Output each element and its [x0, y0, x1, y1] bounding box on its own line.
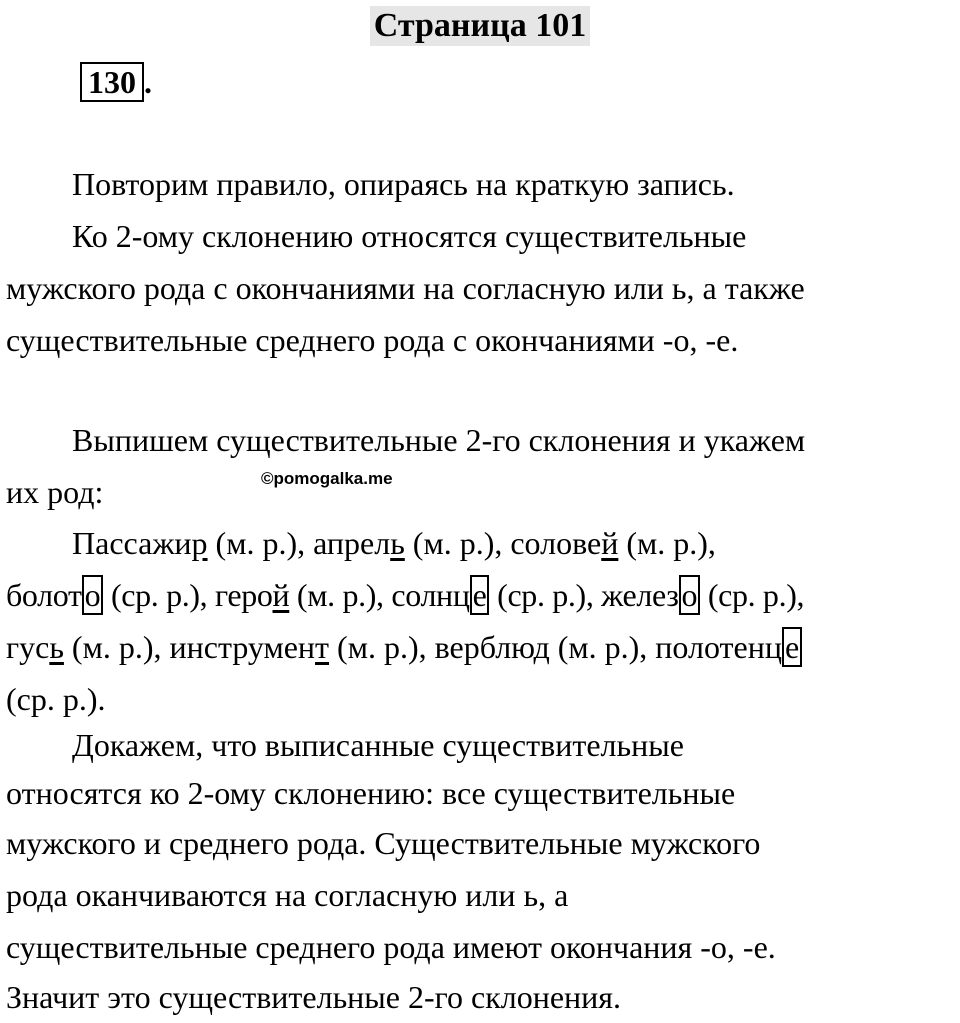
proof-line-4: рода оканчиваются на согласную или ь, а: [6, 877, 569, 913]
words-line-3: [6, 621, 960, 673]
rule-line-4: существительные среднего рода с окончаниями -о, -е.: [6, 322, 739, 358]
word-stem: желез: [601, 577, 679, 613]
proof-line-3: мужского и среднего рода. Существительные мужского: [6, 825, 761, 861]
word-stem: солнц: [391, 577, 470, 613]
word-ending: й: [601, 525, 619, 561]
word-gender: (м. р.),: [63, 629, 170, 665]
word-ending: е: [782, 627, 802, 667]
rule-line-1: Повторим правило, опираясь на краткую запись.: [72, 166, 735, 202]
word-ending: т: [315, 629, 330, 665]
word-gender: (м. р.),: [404, 525, 511, 561]
word-gender: (ср. р.),: [103, 577, 215, 613]
word-gender: (м. р.),: [289, 577, 392, 613]
task-number-box: 130: [80, 62, 144, 102]
rule-line-2: Ко 2-ому склонению относятся существительные: [72, 218, 747, 254]
word-ending: р: [191, 525, 208, 561]
word-ending: е: [470, 575, 490, 615]
word-gender: (м. р.),: [618, 525, 716, 561]
word-ending: й: [272, 577, 290, 613]
word-stem: болот: [6, 577, 82, 613]
watermark: ©pomogalka.me: [261, 469, 393, 488]
word-ending: о: [679, 575, 701, 615]
word-gender: (ср. р.),: [700, 577, 805, 613]
word-gender: (м. р.),: [549, 629, 656, 665]
word-ending: ь: [390, 525, 405, 561]
words-line-4: (ср. р.).: [6, 681, 106, 717]
rule-line-3: мужского рода с окончаниями на согласную или ь, а также: [6, 270, 805, 306]
proof-line-1: Докажем, что выписанные существительные: [72, 727, 684, 763]
page-title: Страница 101: [370, 6, 590, 46]
word-stem: гус: [6, 629, 50, 665]
proof-line-6: Значит это существительные 2-го склонения.: [6, 979, 621, 1015]
task-line-2: их род:: [6, 474, 104, 510]
word-stem: полотенц: [655, 629, 782, 665]
page-header: [0, 6, 960, 46]
word-stem: солове: [510, 525, 602, 561]
word-ending: о: [82, 575, 104, 615]
task-line-1: Выпишем существительные 2-го склонения и укажем: [72, 422, 806, 458]
word-stem: верблю: [434, 629, 534, 665]
task-number-suffix: .: [144, 64, 152, 100]
word-stem: инструмен: [169, 629, 316, 665]
word-gender: (м. р.),: [207, 525, 314, 561]
word-ending: д: [533, 629, 550, 665]
words-line-2: [6, 569, 960, 621]
word-gender: (м. р.),: [329, 629, 435, 665]
proof-line-5: существительные среднего рода имеют окончания -о, -е.: [6, 929, 776, 965]
word-stem: геро: [214, 577, 273, 613]
words-line-1: [72, 517, 960, 569]
proof-line-2: относятся ко 2-ому склонению: все существительные: [6, 775, 736, 811]
word-stem: Пассажи: [72, 525, 192, 561]
word-gender: (ср. р.),: [489, 577, 602, 613]
word-stem: апрел: [313, 525, 391, 561]
word-ending: ь: [49, 629, 64, 665]
task-number: [80, 62, 152, 102]
